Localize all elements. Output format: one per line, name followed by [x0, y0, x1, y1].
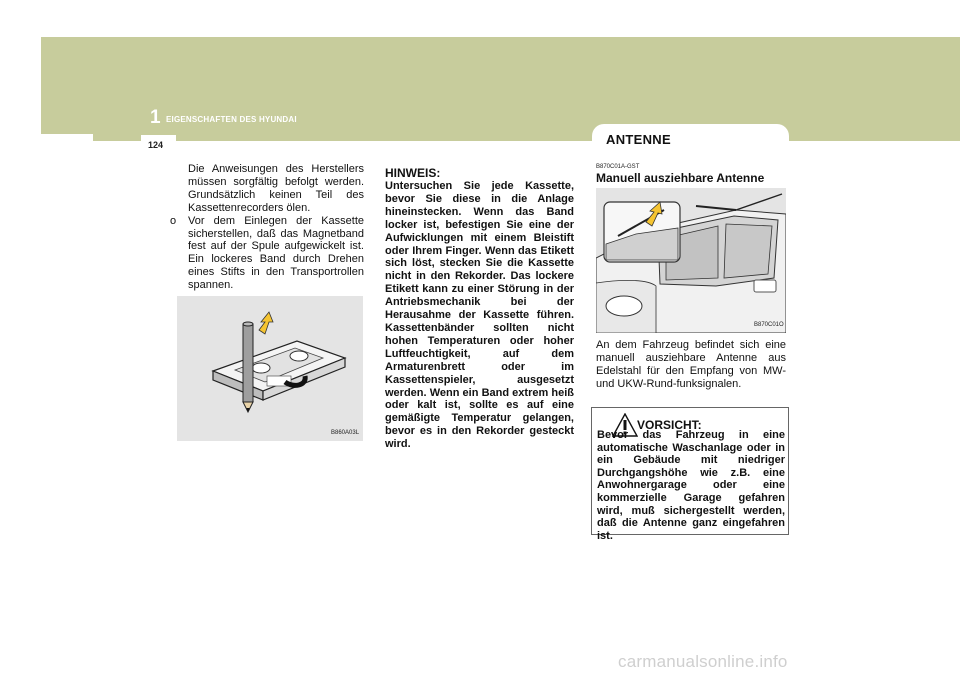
cassette-pencil-icon: [177, 296, 363, 441]
figure-code: B860A03L: [331, 430, 360, 436]
header-band: [41, 37, 960, 141]
caution-box: [591, 407, 789, 542]
note-title: HINWEIS:: [385, 166, 441, 180]
middle-column: [385, 166, 574, 451]
left-column: [170, 163, 364, 292]
page-number: 124: [148, 140, 164, 150]
bullet-mark: o: [170, 214, 177, 227]
section-code: B870C01A-GST: [596, 164, 640, 170]
cassette-illustration: [177, 296, 363, 441]
caution-text: Bevor das Fahrzeug in eine automatische Waschanlage oder in ein Gebäude mit niedriger Durchgangshöhe wie z.B. eine Anwohnergarage oder eine kommerzielle Garage gefahren wird, muß sichergestellt werden, daß die Antenne ganz eingefahren ist.: [597, 429, 785, 542]
watermark: carmanualsonline.info: [618, 652, 788, 671]
header-tab-notch: [41, 134, 93, 141]
antenna-description: An dem Fahrzeug befindet sich eine manuell ausziehbare Antenne aus Edelstahl für den Empfang von MW- und UKW-Rund-funksignalen.: [596, 339, 786, 390]
right-column-heading: [596, 164, 786, 185]
chapter-title: EIGENSCHAFTEN DES HYUNDAI: [166, 115, 297, 124]
section-title: Manuell ausziehbare Antenne: [596, 171, 765, 185]
car-antenna-icon: [596, 188, 786, 333]
car-antenna-illustration: [596, 188, 786, 333]
caution-title: VORSICHT:: [637, 418, 702, 432]
bullet-text: Vor dem Einlegen der Kassette sicherstellen, daß das Magnetband fest auf der Spule aufgewickelt ist. Ein lockeres Band durch Drehen eines Stifts in den Transportrollen spannen.: [188, 214, 364, 292]
figure-code: B870C01O: [754, 322, 784, 328]
bullet-item: [170, 215, 364, 292]
section-header: ANTENNE: [606, 132, 671, 147]
note-text: Untersuchen Sie jede Kassette, bevor Sie diese in die Anlage hineinstecken. Wenn das Band locker ist, befestigen Sie eine der Aufwicklungen mit einem Bleistift oder Ihrem Finger. Wenn das Etikett sich löst, stecken Sie die Kassette nicht in den Rekorder. Das lockere Etikett kann zu einer Störung in der Antriebsmechanik bei der Herausahme der Kassette führen. Kassettenbänder sollten nicht hohen Temperaturen oder hoher Luftfeuchtigkeit, auf dem Armaturenbrett oder im Kassettenspieler, ausgesetzt werden. Wenn ein Band extrem heiß oder kalt ist, sollte es auf eine gemäßigte Temperatur gelangen, bevor es in den Rekorder gesteckt wird.: [385, 180, 574, 451]
left-paragraph: Die Anweisungen des Herstellers müssen sorgfältig befolgt werden. Grundsätzlich keinen Teil des Kassettenrecorders ölen.: [188, 163, 364, 214]
chapter-number: 1: [150, 107, 161, 128]
